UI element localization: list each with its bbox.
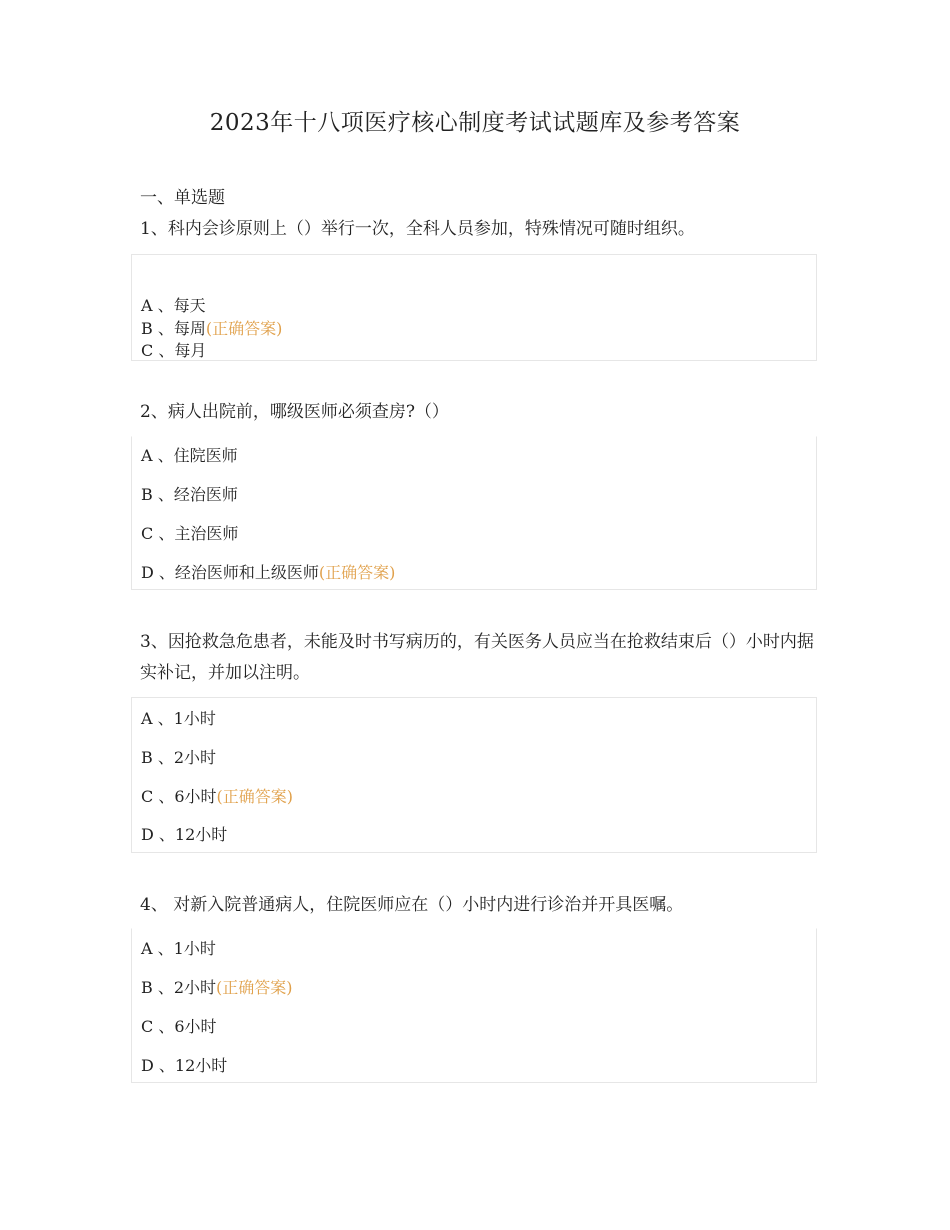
option-label: C 、6小时 bbox=[141, 787, 217, 806]
correct-answer-tag: (正确答案) bbox=[318, 563, 396, 582]
question-3-options bbox=[131, 697, 817, 853]
option-4c[interactable] bbox=[141, 1014, 217, 1037]
correct-answer-tag: (正确答案) bbox=[216, 978, 293, 997]
question-2-text: 2、病人出院前，哪级医师必须查房?（） bbox=[140, 402, 449, 422]
question-2-options bbox=[131, 436, 817, 590]
option-label: B 、经治医师 bbox=[141, 485, 238, 504]
option-label: C 、主治医师 bbox=[141, 524, 239, 543]
section-heading: 一、单选题 bbox=[140, 188, 225, 208]
option-1b[interactable] bbox=[141, 316, 282, 339]
page-title: 2023年十八项医疗核心制度考试试题库及参考答案 bbox=[209, 110, 741, 136]
option-2d[interactable] bbox=[141, 560, 395, 583]
option-1a[interactable] bbox=[141, 293, 206, 316]
question-4-text: 4、 对新入院普通病人，住院医师应在（）小时内进行诊治并开具医嘱。 bbox=[140, 895, 684, 915]
option-3a[interactable] bbox=[141, 706, 216, 729]
option-2c[interactable] bbox=[141, 521, 238, 544]
option-label: A 、1小时 bbox=[141, 709, 216, 728]
option-label: A 、住院医师 bbox=[141, 446, 238, 465]
question-1-options bbox=[131, 254, 817, 361]
option-4a[interactable] bbox=[141, 936, 216, 959]
question-3-text: 3、因抢救急危患者，未能及时书写病历的，有关医务人员应当在抢救结束后（）小时内据实补记，并加以注明。 bbox=[140, 632, 814, 683]
correct-answer-tag: (正确答案) bbox=[216, 787, 294, 806]
option-label: A 、1小时 bbox=[141, 939, 216, 958]
option-label: D 、12小时 bbox=[141, 1056, 228, 1075]
option-1c[interactable] bbox=[141, 338, 206, 361]
option-label: B 、2小时 bbox=[141, 978, 217, 997]
option-2b[interactable] bbox=[141, 482, 238, 505]
option-label: D 、经治医师和上级医师 bbox=[141, 563, 319, 582]
option-3b[interactable] bbox=[141, 745, 216, 768]
question-1-text: 1、科内会诊原则上（）举行一次，全科人员参加，特殊情况可随时组织。 bbox=[140, 219, 695, 239]
option-4d[interactable] bbox=[141, 1053, 227, 1076]
question-4-options bbox=[131, 928, 817, 1083]
option-label: A 、每天 bbox=[141, 296, 206, 315]
option-label: D 、12小时 bbox=[141, 825, 228, 844]
option-3d[interactable] bbox=[141, 822, 227, 845]
option-3c[interactable] bbox=[141, 784, 293, 807]
option-2a[interactable] bbox=[141, 443, 238, 466]
option-label: C 、每月 bbox=[141, 341, 207, 360]
option-label: B 、每周 bbox=[141, 319, 206, 338]
option-4b[interactable] bbox=[141, 975, 293, 998]
option-label: B 、2小时 bbox=[141, 748, 217, 767]
option-label: C 、6小时 bbox=[141, 1017, 217, 1036]
correct-answer-tag: (正确答案) bbox=[205, 319, 283, 338]
